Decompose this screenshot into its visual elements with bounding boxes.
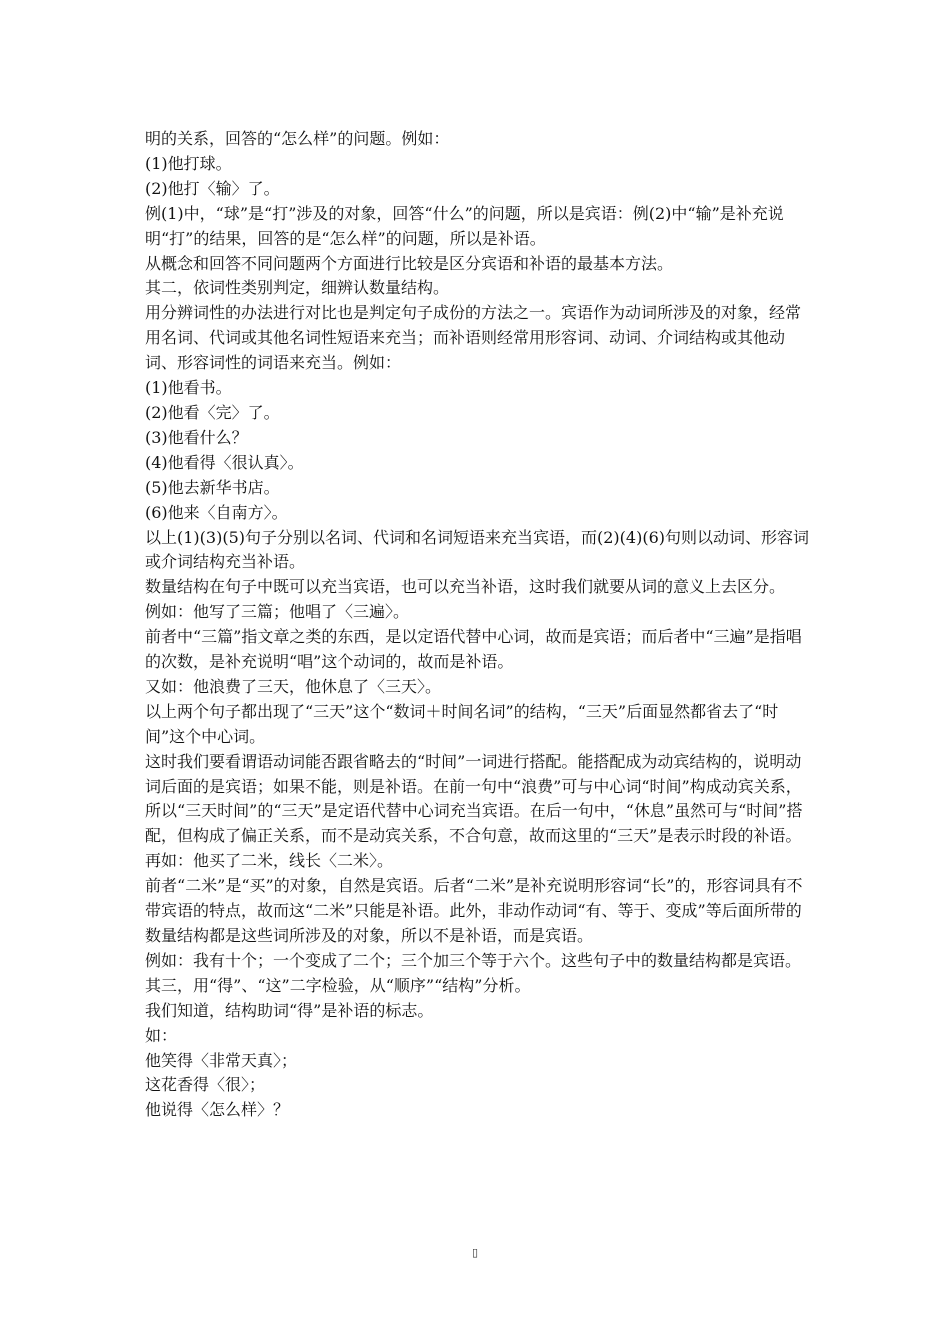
paragraph: 这时我们要看谓语动词能否跟省略去的“时间”一词进行搭配。能搭配成为动宾结构的，说明动词后面的是宾语；如果不能，则是补语。在前一句中“浪费”可与中心词“时间”构成动宾关系，所以“三天时间”的“三天”是定语代替中心词充当宾语。在后一句中，“休息”虽然可与“时间”搭配，但构成了偏正关系，而不是动宾关系，不合句意，故而这里的“三天”是表示时段的补语。 <box>145 751 803 846</box>
paragraph: (6)他来〈自南方〉。 <box>145 502 288 522</box>
paragraph: 前者“二米”是“买”的对象，自然是宾语。后者“二米”是补充说明形容词“长”的，形容词具有不带宾语的特点，故而这“二米”只能是补语。此外，非动作动词“有、等于、变成”等后面所带的数量结构都是这些词所涉及的对象，所以不是补语，而是宾语。 <box>145 876 803 945</box>
paragraph: 如： <box>145 1025 178 1045</box>
paragraph: 又如：他浪费了三天，他休息了〈三天〉。 <box>145 676 442 696</box>
paragraph: (1)他看书。 <box>145 378 232 398</box>
paragraph: 这花香得〈很〉； <box>145 1075 266 1095</box>
paragraph: 再如：他买了二米，线长〈二米〉。 <box>145 851 394 871</box>
paragraph: 其二，依词性类别判定，细辨认数量结构。 <box>145 278 450 298</box>
paragraph: (3)他看什么？ <box>145 427 248 447</box>
paragraph: (2)他看〈完〉了。 <box>145 402 280 422</box>
paragraph: 例如：他写了三篇；他唱了〈三遍〉。 <box>145 602 410 622</box>
paragraph: (5)他去新华书店。 <box>145 477 280 497</box>
paragraph: 我们知道，结构助词“得”是补语的标志。 <box>145 1000 434 1020</box>
paragraph: 例(1)中，“球”是“打”涉及的对象，回答“什么”的问题，所以是宾语：例(2)中“输”是补充说明“打”的结果，回答的是“怎么样”的问题，所以是补语。 <box>145 203 784 248</box>
paragraph: 数量结构在句子中既可以充当宾语，也可以充当补语，这时我们就要从词的意义上去区分。 <box>145 577 786 597</box>
paragraph: 以上(1)(3)(5)句子分别以名词、代词和名词短语来充当宾语，而(2)(4)(6)句则以动词、形容词或介词结构充当补语。 <box>145 527 809 572</box>
paragraph: 用分辨词性的办法进行对比也是判定句子成份的方法之一。宾语作为动词所涉及的对象，经常用名词、代词或其他名词性短语来充当；而补语则经常用形容词、动词、介词结构或其他动词、形容词性的词语来充当。例如： <box>145 303 802 373</box>
paragraph: (4)他看得〈很认真〉。 <box>145 452 304 472</box>
paragraph: 其三，用“得”、“这”二字检验，从“顺序”“结构”分析。 <box>145 975 531 995</box>
paragraph: 前者中“三篇”指文章之类的东西，是以定语代替中心词，故而是宾语；而后者中“三遍”是指唱的次数，是补充说明“唱”这个动词的，故而是补语。 <box>145 627 802 672</box>
paragraph: (1)他打球。 <box>145 153 232 173</box>
paragraph: 他说得〈怎么样〉？ <box>145 1100 290 1120</box>
document-body <box>145 127 810 1123</box>
paragraph: 他笑得〈非常天真〉； <box>145 1050 298 1070</box>
paragraph: 例如：我有十个；一个变成了二个；三个加三个等于六个。这些句子中的数量结构都是宾语。 <box>145 950 802 970</box>
paragraph: 以上两个句子都出现了“三天”这个“数词＋时间名词”的结构，“三天”后面显然都省去了“时间”这个中心词。 <box>145 701 779 746</box>
page-number: ▯ <box>471 1246 479 1259</box>
paragraph: 明的关系，回答的“怎么样”的问题。例如： <box>145 129 450 148</box>
paragraph: 从概念和回答不同问题两个方面进行比较是区分宾语和补语的最基本方法。 <box>145 253 674 273</box>
paragraph: (2)他打〈输〉了。 <box>145 178 280 198</box>
